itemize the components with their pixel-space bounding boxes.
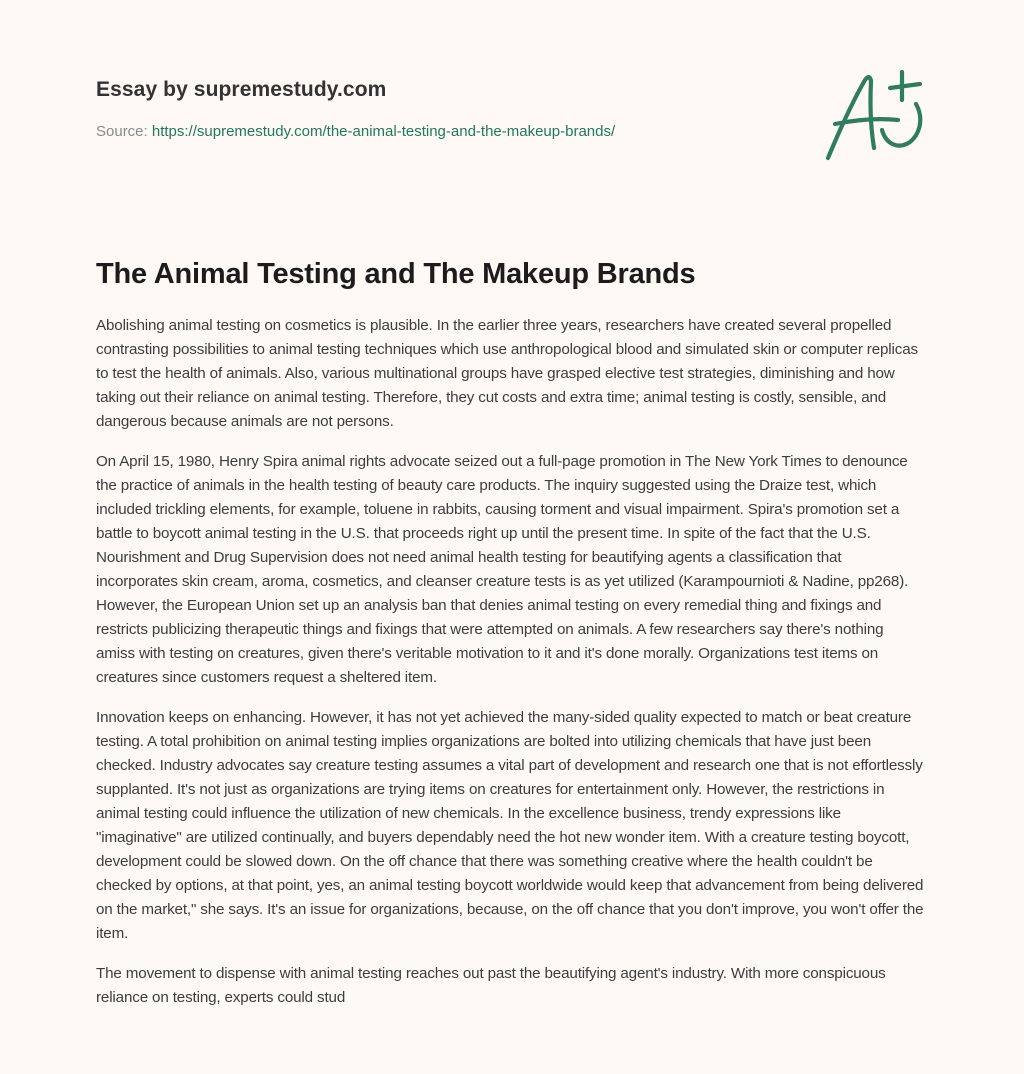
source-line xyxy=(96,122,796,142)
paragraph: On April 15, 1980, Henry Spira animal rights advocate seized out a full-page promotion in The New York Times to denounce the practice of animals in the health testing of beauty care products. The inquiry suggested using the Draize test, which included trickling elements, for example, toluene in rabbits, causing torment and visual impairment. Spira's promotion set a battle to boycott animal testing in the U.S. that proceeds right up until the present time. In spite of the fact that the U.S. Nourishment and Drug Supervision does not need animal health testing for beautifying agents a classification that incorporates skin cream, aroma, cosmetics, and cleanser creature tests is as yet utilized (Karampournioti & Nadine, pp268). However, the European Union set up an analysis ban that denies animal testing on every remedial thing and fixings and restricts publicizing therapeutic things and fixings that were attempted on animals. A few researchers say there's nothing amiss with testing on creatures, given there's veritable motivation to it and it's done morally. Organizations test items on creatures since customers request a sheltered item. xyxy=(96,453,909,686)
paragraph: Abolishing animal testing on cosmetics is plausible. In the earlier three years, researchers have created several propelled contrasting possibilities to animal testing techniques which use anthropological blood and simulated skin or computer replicas to test the health of animals. Also, various multinational groups have grasped elective test strategies, diminishing and how taking out their reliance on animal testing. Therefore, they cut costs and extra time; animal testing is costly, sensible, and dangerous because animals are not persons. xyxy=(96,317,918,430)
a-plus-grade-icon xyxy=(820,62,935,170)
article-body xyxy=(96,314,926,1026)
essay-header xyxy=(96,74,796,142)
site-title: Essay by supremestudy.com xyxy=(96,78,387,101)
paragraph: The movement to dispense with animal testing reaches out past the beautifying agent's industry. With more conspicuous reliance on testing, experts could stud xyxy=(96,965,886,1006)
article-title: The Animal Testing and The Makeup Brands xyxy=(96,258,696,290)
source-label: Source: xyxy=(96,123,148,140)
source-link[interactable]: https://supremestudy.com/the-animal-testing-and-the-makeup-brands/ xyxy=(151,123,616,140)
paragraph: Innovation keeps on enhancing. However, it has not yet achieved the many-sided quality expected to match or beat creature testing. A total prohibition on animal testing implies organizations are bolted into utilizing chemicals that have just been checked. Industry advocates say creature testing assumes a vital part of development and research one that is not effortlessly supplanted. It's not just as organizations are trying items on creatures for entertainment only. However, the restrictions in animal testing could influence the utilization of new chemicals. In the excellence business, trendy expressions like "imaginative" are utilized continually, and buyers dependably need the hot new wonder item. With a creature testing boycott, development could be slowed down. On the off chance that there was something creative where the health couldn't be checked by options, at that point, yes, an animal testing boycott worldwide would keep that advancement from being delivered on the market," she says. It's an issue for organizations, because, on the off chance that you don't improve, you won't offer the item. xyxy=(96,709,924,942)
